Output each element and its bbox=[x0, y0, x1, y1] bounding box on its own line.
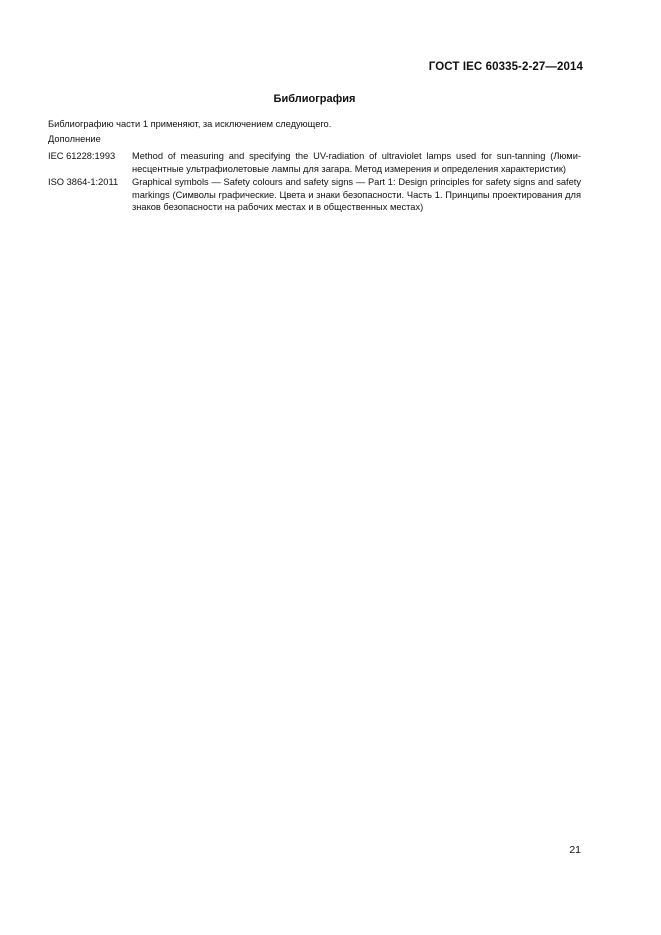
page-number: 21 bbox=[569, 844, 581, 856]
bibliography-intro: Библиографию части 1 применяют, за исключением следующего. bbox=[48, 119, 332, 129]
reference-text: Method of measuring and specifying the UV-radiation of ultraviolet lamps used for sun-tanning (Люминесцентные ультрафиолетовые лампы для загара. Метод измерения и определения характеристик) bbox=[132, 151, 581, 174]
reference-code: IEC 61228:1993 bbox=[48, 151, 116, 161]
reference-item bbox=[48, 150, 581, 175]
reference-item bbox=[48, 176, 581, 214]
addition-label: Дополнение bbox=[48, 134, 101, 144]
reference-list bbox=[48, 150, 581, 215]
reference-text: Graphical symbols — Safety colours and safety signs — Part 1: Design principles for safety signs and safety markings (Символы графические. Цвета и знаки безопасности. Часть 1. Принципы проектирования для знаков безопасности на рабочих местах и в общественных местах) bbox=[132, 177, 581, 212]
bibliography-title: Библиография bbox=[273, 93, 356, 105]
reference-code: ISO 3864-1:2011 bbox=[48, 177, 119, 187]
document-code-header: ГОСТ IEC 60335-2-27—2014 bbox=[428, 61, 583, 73]
